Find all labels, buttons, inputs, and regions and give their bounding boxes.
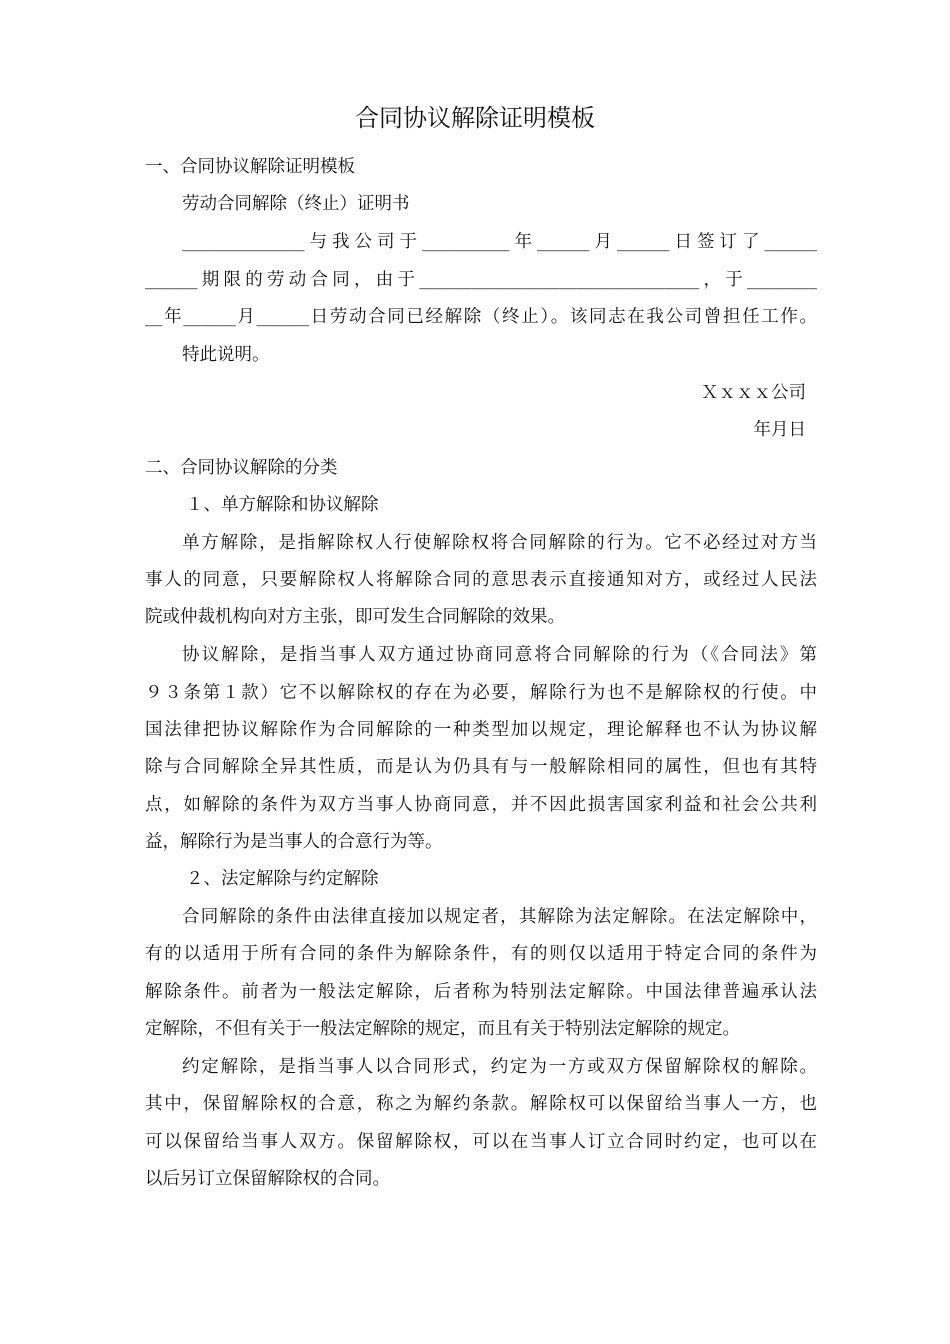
certificate-heading: 劳动合同解除（终止）证明书 <box>182 194 410 214</box>
paragraph-line: 解除条件。前者为一般法定解除，后者称为特别法定解除。中国法律普遍承认法 <box>145 982 817 1002</box>
subheading-2: ２、法定解除与约定解除 <box>186 869 379 889</box>
paragraph-line: 国法律把协议解除作为合同解除的一种类型加以规定，理论解释也不认为协议解 <box>145 720 817 740</box>
company-signature: Ｘｘｘｘ公司 <box>701 383 806 403</box>
paragraph-line: 其中，保留解除权的合意，称之为解约条款。解除权可以保留给当事人一方，也 <box>145 1094 817 1114</box>
paragraph-line: 定解除，不但有关于一般法定解除的规定，而且有关于特别法定解除的规定。 <box>145 1019 740 1039</box>
section-heading-1: 一、合同协议解除证明模板 <box>145 157 355 177</box>
paragraph-line: 约定解除，是指当事人以合同形式，约定为一方或双方保留解除权的解除。 <box>182 1057 817 1077</box>
paragraph-line: 可以保留给当事人双方。保留解除权，可以在当事人订立合同时约定，也可以在 <box>145 1132 817 1152</box>
form-line-2: ______期限的劳动合同，由于________________________________，于________ <box>145 270 817 290</box>
paragraph-line: 单方解除，是指解除权人行使解除权将合同解除的行为。它不必经过对方当 <box>182 533 817 553</box>
subheading-1: １、单方解除和协议解除 <box>186 495 379 515</box>
form-line-1: ______________与我公司于__________年______月______日签订了______ <box>182 232 817 252</box>
paragraph-line: 益，解除行为是当事人的合意行为等。 <box>145 832 443 852</box>
paragraph-line: 合同解除的条件由法律直接加以规定者，其解除为法定解除。在法定解除中， <box>182 907 817 927</box>
document-title: 合同协议解除证明模板 <box>355 104 595 132</box>
paragraph-line: 协议解除，是指当事人双方通过协商同意将合同解除的行为（《合同法》第 <box>182 645 817 665</box>
signature-date: 年月日 <box>753 420 806 440</box>
paragraph-line: 事人的同意，只要解除权人将解除合同的意思表示直接通知对方，或经过人民法 <box>145 570 817 590</box>
paragraph-line: 除与合同解除全异其性质，而是认为仍具有与一般解除相同的属性，但也有其特 <box>145 757 817 777</box>
paragraph-line: 点，如解除的条件为双方当事人协商同意，并不因此损害国家利益和社会公共利 <box>145 795 817 815</box>
paragraph-line: 院或仲裁机构向对方主张，即可发生合同解除的效果。 <box>145 607 565 627</box>
paragraph-line: 有的以适用于所有合同的条件为解除条件，有的则仅以适用于特定合同的条件为 <box>145 944 817 964</box>
paragraph-line: ９３条第１款）它不以解除权的存在为必要，解除行为也不是解除权的行使。中 <box>145 683 817 703</box>
section-heading-2: 二、合同协议解除的分类 <box>145 458 338 478</box>
form-closing: 特此说明。 <box>182 345 270 365</box>
paragraph-line: 以后另订立保留解除权的合同。 <box>145 1169 390 1189</box>
form-line-3: __年______月______日劳动合同已经解除（终止）。该同志在我公司曾担任工作。 <box>145 307 817 327</box>
